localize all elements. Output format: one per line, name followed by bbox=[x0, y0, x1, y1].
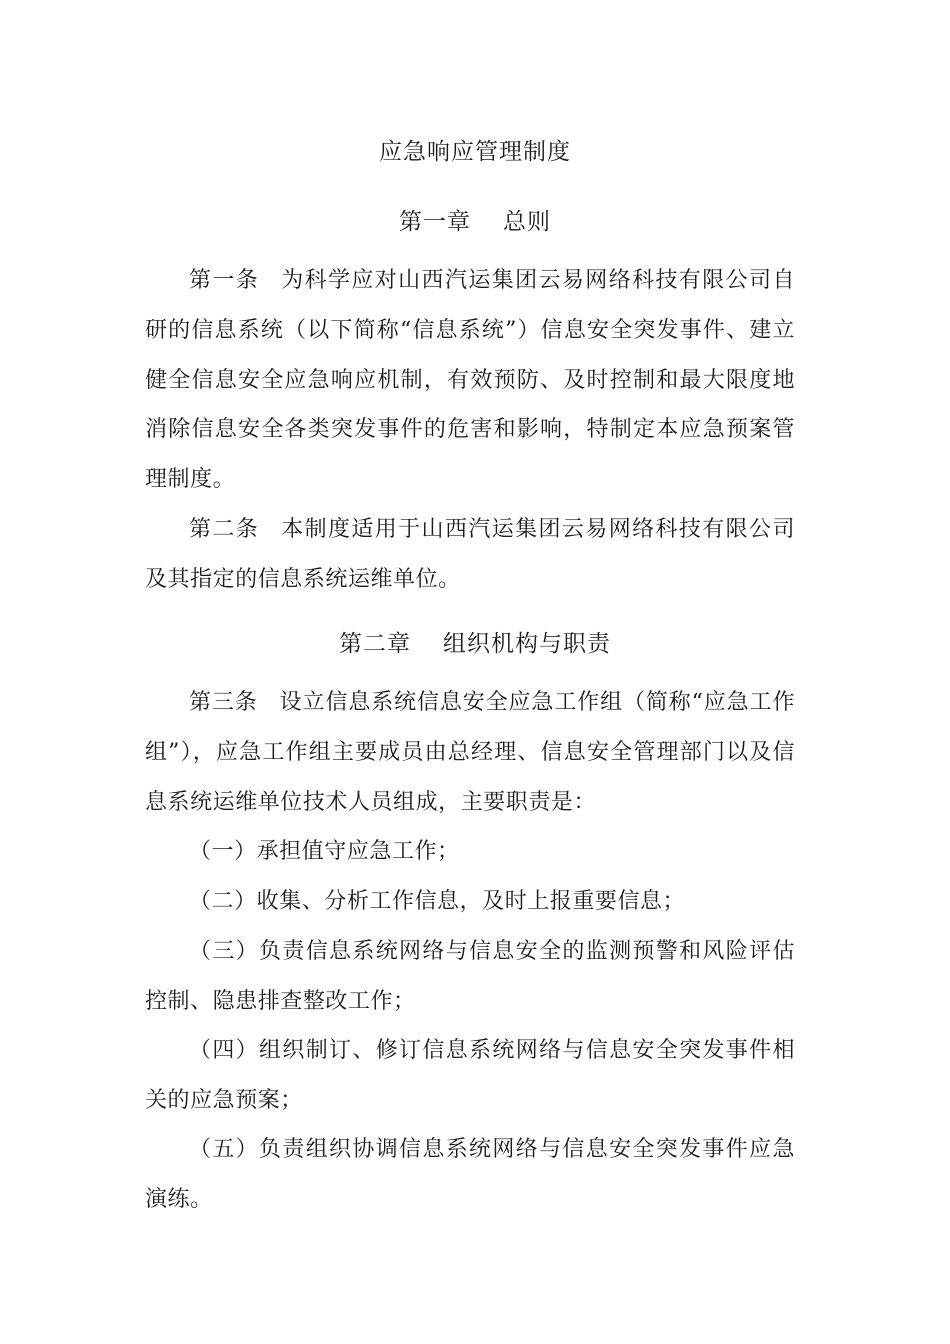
chapter-label: 第二章 bbox=[339, 631, 411, 657]
article-label: 第三条 bbox=[189, 690, 258, 715]
article-text: 设立信息系统信息安全应急工作组（简称“应急工作组”），应急工作组主要成员由总经理、信息安全管理部门以及信息系统运维单位技术人员组成，主要职责是： bbox=[145, 690, 795, 815]
duty-item-3: （三）负责信息系统网络与信息安全的监测预警和风险评估控制、隐患排查整改工作； bbox=[145, 939, 795, 1014]
document-title: 应急响应管理制度 bbox=[379, 139, 571, 165]
duty-item-1: （一）承担值守应急工作； bbox=[189, 839, 460, 864]
duty-item-2: （二）收集、分析工作信息，及时上报重要信息； bbox=[189, 889, 686, 914]
article-text: 本制度适用于山西汽运集团云易网络科技有限公司及其指定的信息系统运维单位。 bbox=[145, 517, 795, 592]
article-label: 第二条 bbox=[189, 517, 260, 542]
chapter-label: 第一章 bbox=[399, 209, 471, 235]
article-3 bbox=[145, 678, 795, 827]
chapter-heading-1 bbox=[0, 206, 950, 238]
chapter-name: 总则 bbox=[503, 209, 551, 235]
article-text: 为科学应对山西汽运集团云易网络科技有限公司自研的信息系统（以下简称“信息系统”）信息安全突发事件、建立健全信息安全应急响应机制，有效预防、及时控制和最大限度地消除信息安全各类突发事件的危害和影响，特制定本应急预案管理制度。 bbox=[145, 268, 795, 493]
article-label: 第一条 bbox=[189, 268, 260, 293]
article-1 bbox=[145, 256, 795, 505]
duty-item-5: （五）负责组织协调信息系统网络与信息安全突发事件应急演练。 bbox=[145, 1137, 795, 1212]
duty-item-4: （四）组织制订、修订信息系统网络与信息安全突发事件相关的应急预案； bbox=[145, 1038, 795, 1113]
chapter-heading-2 bbox=[0, 628, 950, 660]
chapter-name: 组织机构与职责 bbox=[443, 631, 611, 657]
article-2 bbox=[145, 505, 795, 605]
